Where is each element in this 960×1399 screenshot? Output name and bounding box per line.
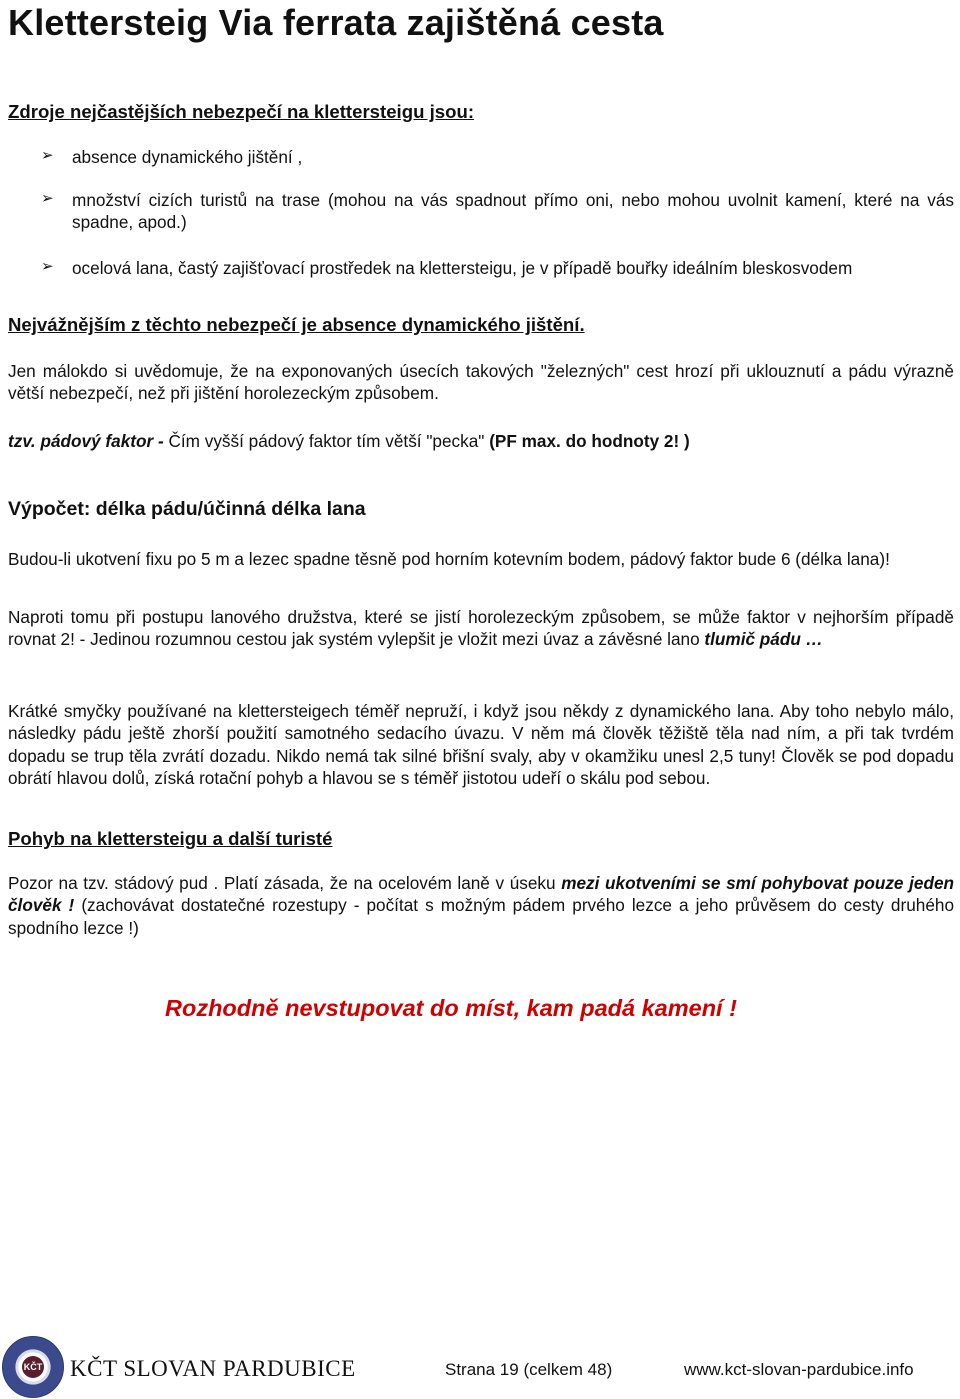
movement-heading: Pohyb na klettersteigu a další turisté <box>8 828 333 849</box>
fall-factor-line <box>8 430 954 452</box>
footer-url[interactable]: www.kct-slovan-pardubice.info <box>684 1360 914 1379</box>
rockfall-warning: Rozhodně nevstupovat do míst, kam padá kamení ! <box>165 995 737 1021</box>
paragraph-slings: Krátké smyčky používané na klettersteigech téměř nepruží, i když jsou někdy z dynamického lana. Aby toho nebylo málo, následky pádu ještě zhorší použití samotného sedacího úvazu. V něm má člověk těžiště těla nad ním, a při tak tvrdém dopadu se trup těla zvrátí dozadu. Nikdo nemá tak silné břišní svaly, aby v okamžiku unesl 2,5 tuny! Člověk se pod dopadu obrátí hlavou dolů, získá rotační pohyb a hlavou se s téměř jistotou udeří o skálu pod sebou. <box>8 701 954 789</box>
calc-heading: Výpočet: délka pádu/účinná délka lana <box>8 498 366 520</box>
paragraph-anchor: Budou-li ukotvení fixu po 5 m a lezec spadne těsně pod horním kotevním bodem, pádový faktor bude 6 (délka lana)! <box>8 549 890 569</box>
sources-heading: Zdroje nejčastějších nebezpečí na klettersteigu jsou: <box>8 101 475 122</box>
paragraph-herd <box>8 872 954 939</box>
arrow-bullet-icon: ➢ <box>41 147 54 164</box>
fall-factor-max: (PF max. do hodnoty 2! ) <box>489 431 690 451</box>
list-item-text: množství cizích turistů na trase (mohou na vás spadnout přímo oni, nebo mohou uvolnit kamení, které na vás spadne, apod.) <box>72 190 954 233</box>
one-person-rule: mezi ukotveními se smí pohybovat pouze jeden člověk ! <box>8 873 955 916</box>
shock-absorber-emphasis: tlumič pádu … <box>704 629 823 650</box>
footer-org-name: KČT SLOVAN PARDUBICE <box>70 1356 356 1381</box>
list-item-text: ocelová lana, častý zajišťovací prostředek na klettersteigu, je v případě bouřky ideálním bleskosvodem <box>72 258 853 278</box>
arrow-bullet-icon: ➢ <box>41 190 54 207</box>
club-logo-mark: KČT <box>22 1356 44 1378</box>
arrow-bullet-icon: ➢ <box>41 258 54 275</box>
page-title: Klettersteig Via ferrata zajištěná cesta <box>8 2 664 43</box>
paragraph-herd-note: (zachovávat dostatečné rozestupy - počítat s možným pádem prvého lezce a jeho průvěsem do cesty druhého spodního lezce !) <box>8 895 955 938</box>
list-item-text: absence dynamického jištění , <box>72 147 303 167</box>
club-logo <box>2 1336 64 1398</box>
fall-factor-text: Čím vyšší pádový faktor tím větší "pecka" <box>168 431 490 451</box>
paragraph-rarely: Jen málokdo si uvědomuje, že na exponovaných úsecích takových "železných" cest hrozí při uklouznutí a pádu výrazně větší nebezpečí, než při jištění horolezeckým způsobem. <box>8 361 954 404</box>
paragraph-herd-text: Pozor na tzv. stádový pud . Platí zásada, že na ocelovém laně v úseku <box>8 873 562 893</box>
main-danger-heading: Nejvážnějším z těchto nebezpečí je absence dynamického jištění. <box>8 314 585 335</box>
paragraph-contrast-text: Naproti tomu při postupu lanového družstva, které se jistí horolezeckým způsobem, se může faktor v nejhorším případě rovnat 2! - Jedinou rozumnou cestou jak systém vylepšit je vložit mezi úvaz a závěsné lano <box>8 607 954 650</box>
footer-page-number: Strana 19 (celkem 48) <box>445 1360 613 1379</box>
paragraph-contrast <box>8 606 954 651</box>
fall-factor-label: tzv. pádový faktor - <box>8 431 169 451</box>
